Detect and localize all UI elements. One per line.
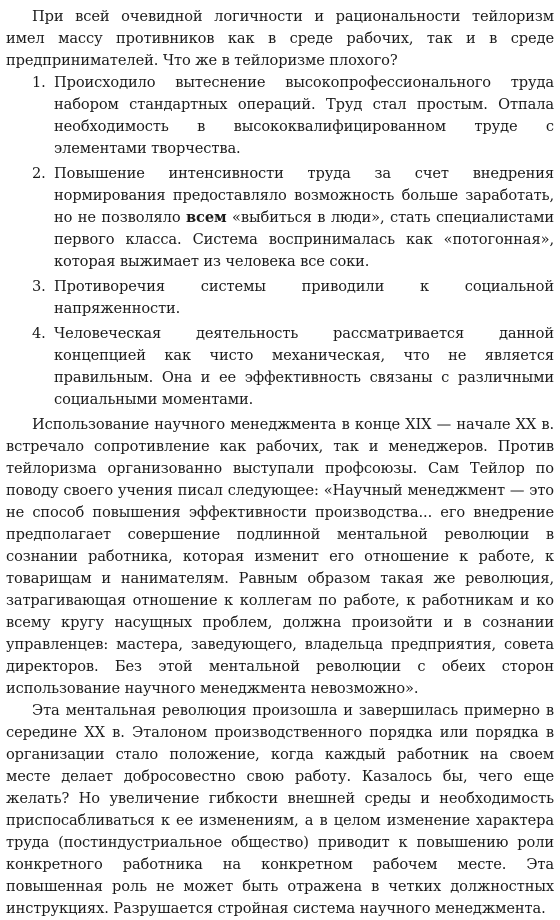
list-item-text-before: Повышение интенсивности труда за счет внедрения нормирования предоставляло возможность больше заработать, но не позволяло <box>54 165 554 226</box>
list-item <box>6 72 554 160</box>
criticism-list <box>6 72 554 411</box>
list-item-number: 4. <box>32 325 46 342</box>
list-item <box>6 276 554 320</box>
list-item-text: Происходило вытеснение высокопрофессионального труда набором стандартных операций. Труд стал простым. Отпала необходимость в высококвалифицированном труде с элементами творчества. <box>54 74 554 157</box>
list-item <box>6 163 554 273</box>
list-item-text: Человеческая деятельность рассматривается данной концепцией как чисто механическая, что не является правильным. Она и ее эффективность связаны с различными социальными моментами. <box>54 325 554 408</box>
list-item-number: 3. <box>32 278 46 295</box>
list-item-number: 2. <box>32 165 46 182</box>
conclusion-paragraph: Эта ментальная революция произошла и завершилась примерно в середине XX в. Эталоном производственного порядка или порядка в организации стало положение, когда каждый работник на своем месте делает добросовестно свою работу. Казалось бы, чего еще желать? Но увеличение гибкости внешней среды и необходимость приспосабливаться к ее изменениям, а в целом изменение характера труда (постиндустриальное общество) приводит к повышению роли конкретного работника на конкретном рабочем месте. Эта повышенная роль не может быть отражена в четких должностных инструкциях. Разрушается стройная система научного менеджмента. <box>6 702 554 917</box>
intro-paragraph: При всей очевидной логичности и рациональности тейлоризм имел массу противников как в среде рабочих, так и в среде предпринимателей. Что же в тейлоризме плохого? <box>6 8 554 69</box>
taylor-quote-paragraph: Использование научного менеджмента в конце XIX — начале XX в. встречало сопротивление как рабочих, так и менеджеров. Против тейлоризма организованно выступали профсоюзы. Сам Тейлор по поводу своего учения писал следующее: «Научный менеджмент — это не способ повышения эффективности производства... его внедрение предполагает совершение подлинной ментальной революции в сознании работника, которая изменит его отношение к работе, к товарищам и нанимателям. Равным образом такая же революция, затрагивающая отношение к коллегам по работе, к работникам и ко всему кругу насущных проблем, должна произойти и в сознании управленцев: мастера, заведующего, владельца предприятия, совета директоров. Без этой ментальной революции с обеих сторон использование научного менеджмента невозможно». <box>6 416 554 697</box>
list-item-emphasis: всем <box>186 209 227 226</box>
list-item-text-after: «выбиться в люди», стать специалистами первого класса. Система воспринималась как «потогонная», которая выжимает из человека все соки. <box>54 209 555 270</box>
list-item-text: Противоречия системы приводили к социальной напряженности. <box>54 278 554 317</box>
list-item-number: 1. <box>32 74 46 91</box>
list-item <box>6 323 554 411</box>
